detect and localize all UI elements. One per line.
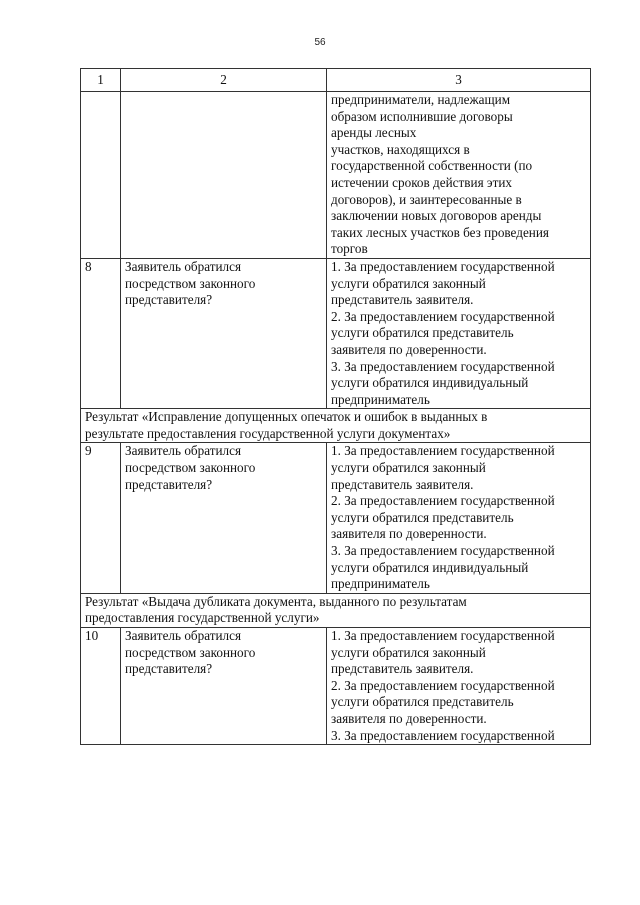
text-line: Результат «Исправление допущенных опечаток и ошибок в выданных в <box>85 409 488 425</box>
text-line: 2. За предоставлением государственной <box>331 308 555 324</box>
text-line: участков, находящихся в <box>331 141 470 157</box>
text-line: истечении сроков действия этих <box>331 174 513 190</box>
text-line: предприниматель <box>331 576 430 592</box>
answer-cell <box>327 443 591 593</box>
text-line: 1. За предоставлением государственной <box>331 443 555 459</box>
text-line: услуги обратился законный <box>331 644 486 660</box>
column-header: 3 <box>327 69 591 92</box>
text-line: заключении новых договоров аренды <box>331 208 542 224</box>
answer-cell <box>327 628 591 745</box>
page-number: 56 <box>314 37 326 48</box>
text-line: таких лесных участков без проведения <box>331 224 549 240</box>
answer-cell <box>327 92 591 259</box>
text-line: торгов <box>331 241 368 257</box>
text-line: представитель заявителя. <box>331 661 474 677</box>
text-line: представителя? <box>125 661 213 677</box>
result-row <box>81 593 591 627</box>
answer-cell <box>327 258 591 408</box>
question-cell <box>121 92 327 259</box>
text-line: предоставления государственной услуги» <box>85 610 320 626</box>
text-line: предприниматель <box>331 391 430 407</box>
text-line: заявителя по доверенности. <box>331 526 487 542</box>
scenario-table <box>80 68 591 745</box>
text-line: 2. За предоставлением государственной <box>331 677 555 693</box>
text-line: представителя? <box>125 292 213 308</box>
text-line: договоров), и заинтересованные в <box>331 191 522 207</box>
result-cell <box>81 409 591 443</box>
column-header: 2 <box>121 69 327 92</box>
text-line: образом исполнившие договоры <box>331 108 513 124</box>
result-row <box>81 409 591 443</box>
result-cell <box>81 593 591 627</box>
table-header <box>81 69 591 92</box>
table-row <box>81 258 591 408</box>
text-line: услуги обратился представитель <box>331 694 514 710</box>
text-line: услуги обратился индивидуальный <box>331 559 529 575</box>
text-line: представитель заявителя. <box>331 476 474 492</box>
table-row <box>81 628 591 745</box>
text-line: 3. За предоставлением государственной <box>331 358 555 374</box>
text-line: 1. За предоставлением государственной <box>331 258 555 274</box>
question-cell <box>121 443 327 593</box>
text-line: 3. За предоставлением государственной <box>331 727 555 743</box>
text-line: результате предоставления государственной услуги документах» <box>85 425 451 441</box>
text-line: государственной собственности (по <box>331 158 533 174</box>
text-line: услуги обратился индивидуальный <box>331 375 529 391</box>
number-cell: 9 <box>81 443 121 593</box>
text-line: заявителя по доверенности. <box>331 710 487 726</box>
text-line: аренды лесных <box>331 125 417 141</box>
question-cell <box>121 258 327 408</box>
number-cell: 8 <box>81 258 121 408</box>
text-line: услуги обратился представитель <box>331 509 514 525</box>
table-row <box>81 92 591 259</box>
text-line: Заявитель обратился <box>125 628 242 643</box>
text-line: посредством законного <box>125 460 256 476</box>
header-row <box>81 69 591 92</box>
number-cell: 10 <box>81 628 121 745</box>
table-row <box>81 443 591 593</box>
question-cell <box>121 628 327 745</box>
text-line: Заявитель обратился <box>125 443 242 459</box>
number-cell <box>81 92 121 259</box>
text-line: предприниматели, надлежащим <box>331 92 511 107</box>
text-line: Результат «Выдача дубликата документа, выданного по результатам <box>85 593 467 609</box>
text-line: 2. За предоставлением государственной <box>331 493 555 509</box>
text-line: представитель заявителя. <box>331 292 474 308</box>
text-line: представителя? <box>125 476 213 492</box>
text-line: 3. За предоставлением государственной <box>331 543 555 559</box>
text-line: посредством законного <box>125 644 256 660</box>
column-header: 1 <box>81 69 121 92</box>
text-line: услуги обратился представитель <box>331 325 514 341</box>
text-line: услуги обратился законный <box>331 275 486 291</box>
text-line: посредством законного <box>125 275 256 291</box>
text-line: Заявитель обратился <box>125 258 242 274</box>
text-line: 1. За предоставлением государственной <box>331 628 555 643</box>
text-line: заявителя по доверенности. <box>331 341 487 357</box>
text-line: услуги обратился законный <box>331 460 486 476</box>
